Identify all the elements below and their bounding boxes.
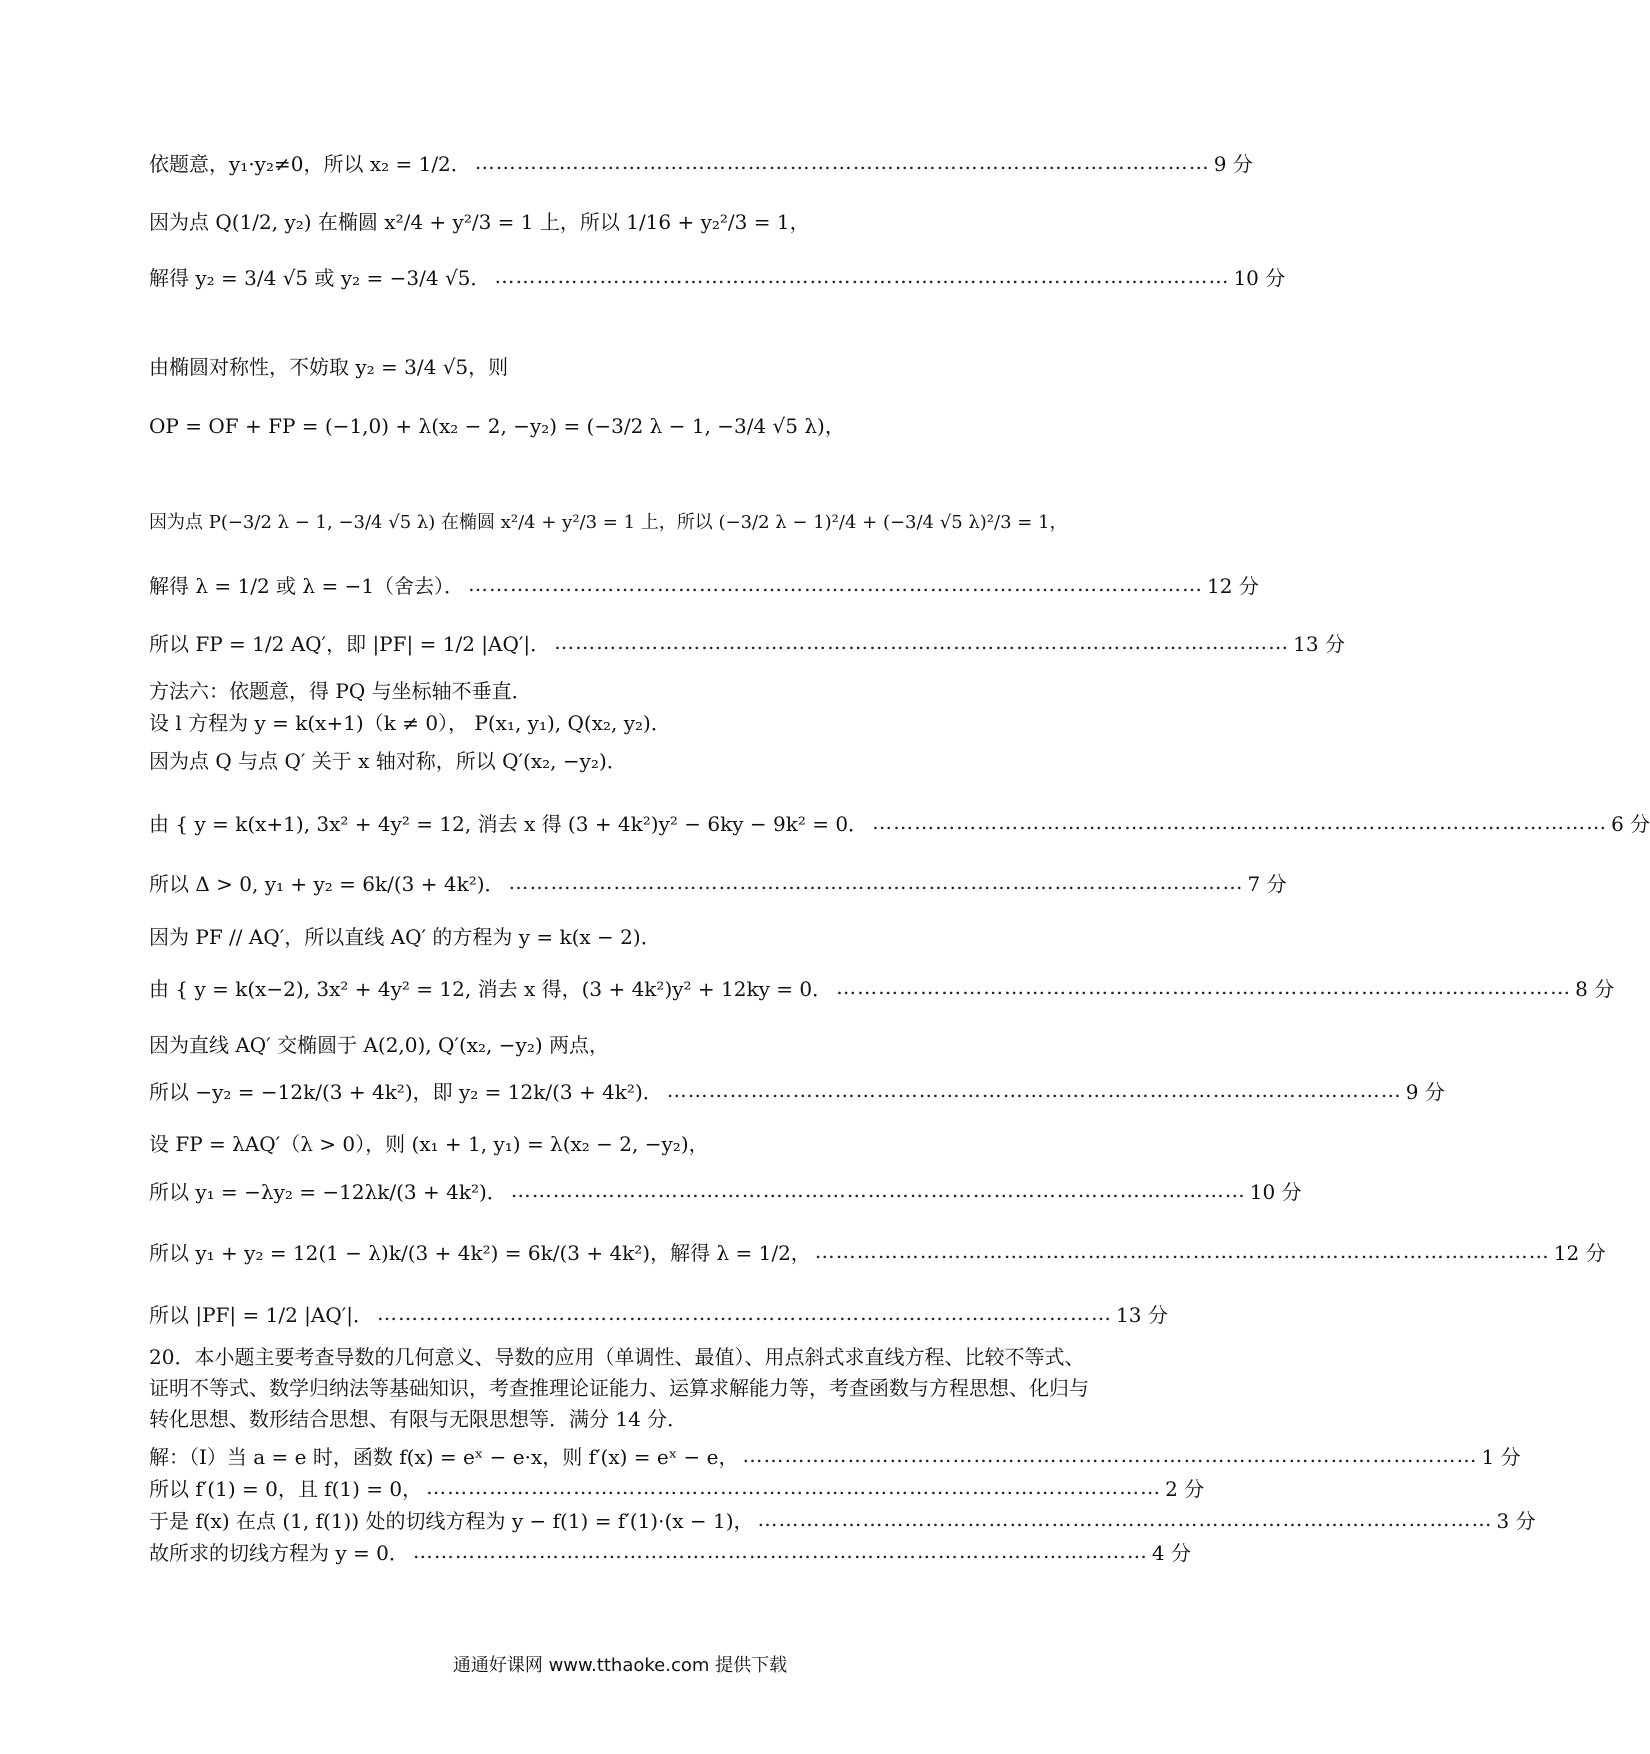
leader-dots: ……………………………………………………………………………………………: [474, 150, 1210, 174]
score-label: 10 分: [1249, 1179, 1302, 1204]
solution-step: [149, 1472, 1205, 1502]
line-text: 由椭圆对称性，不妨取 y₂ = 3/4 √5，则: [149, 354, 509, 379]
leader-dots: ……………………………………………………………………………………………: [757, 1507, 1493, 1531]
leader-dots: ……………………………………………………………………………………………: [872, 810, 1608, 834]
leader-dots: ……………………………………………………………………………………………: [377, 1301, 1113, 1325]
leader-dots: ……………………………………………………………………………………………: [836, 975, 1572, 999]
solution-line: [149, 1229, 1606, 1273]
page-footer: 通通好课网 www.tthaoke.com 提供下载: [452, 1655, 788, 1676]
leader-dots: ……………………………………………………………………………………………: [426, 1475, 1162, 1499]
line-text: 所以 −y₂ = −12k/(3 + 4k²)，即 y₂ = 12k/(3 + 4k²)．: [149, 1079, 663, 1104]
leader-dots: ……………………………………………………………………………………………: [468, 572, 1204, 596]
line-text: 设 FP = λAQ′（λ > 0），则 (x₁ + 1, y₁) = λ(x₂ − 2, −y₂)，: [149, 1131, 709, 1156]
solution-step: [149, 1536, 1191, 1566]
solution-line: [149, 142, 1253, 182]
score-label: 10 分: [1233, 265, 1286, 290]
score-label: 3 分: [1496, 1508, 1536, 1533]
score-label: 9 分: [1405, 1079, 1445, 1104]
solution-line: [149, 495, 1068, 547]
line-text: 解：（Ⅰ）当 a = e 时，函数 f(x) = eˣ − e·x，则 f′(x) = eˣ − e，: [149, 1444, 739, 1469]
solution-line: [149, 705, 999, 737]
score-label: 6 分: [1611, 811, 1650, 836]
solution-line: [149, 965, 1615, 1009]
leader-dots: ……………………………………………………………………………………………: [494, 264, 1230, 288]
problem-20-intro: 20．本小题主要考查导数的几何意义、导数的应用（单调性、最值）、用点斜式求直线方程、比较不等式、证明不等式、数学归纳法等基础知识，考查推理论证能力、运算求解能力等，考查函数与方程思想、化归与转化思想、数形结合思想、有限与无限思想等．满分 14 分．: [149, 1345, 1089, 1431]
line-text: 因为点 Q(1/2, y₂) 在椭圆 x²/4 + y²/3 = 1 上，所以 1/16 + y₂²/3 = 1，: [149, 209, 810, 234]
solution-line: [149, 1168, 1302, 1212]
leader-dots: ……………………………………………………………………………………………: [666, 1078, 1402, 1102]
leader-dots: ……………………………………………………………………………………………: [814, 1239, 1550, 1263]
solution-line: [149, 622, 1345, 662]
line-text: 所以 f′(1) = 0，且 f(1) = 0，: [149, 1476, 423, 1501]
line-text: 因为点 Q 与点 Q′ 关于 x 轴对称，所以 Q′(x₂, −y₂)．: [149, 748, 627, 773]
leader-dots: ……………………………………………………………………………………………: [742, 1443, 1478, 1467]
score-label: 12 分: [1553, 1240, 1606, 1265]
solution-line: [149, 345, 999, 385]
line-text: 所以 FP = 1/2 AQ′，即 |PF| = 1/2 |AQ′|．: [149, 631, 551, 656]
line-text: 所以 y₁ = −λy₂ = −12λk/(3 + 4k²)．: [149, 1179, 507, 1204]
solution-line: [149, 800, 1650, 844]
line-text: 于是 f(x) 在点 (1, f(1)) 处的切线方程为 y − f(1) = f′(1)·(x − 1)，: [149, 1508, 754, 1533]
leader-dots: ……………………………………………………………………………………………: [510, 1178, 1246, 1202]
line-text: OP = OF + FP = (−1,0) + λ(x₂ − 2, −y₂) = (−3/2 λ − 1, −3/4 √5 λ)，: [149, 413, 845, 438]
line-text: 设 l 方程为 y = k(x+1)（k ≠ 0）， P(x₁, y₁), Q(x₂, y₂)．: [149, 710, 671, 735]
leader-dots: ……………………………………………………………………………………………: [412, 1539, 1148, 1563]
line-text: 解得 y₂ = 3/4 √5 或 y₂ = −3/4 √5．: [149, 265, 491, 290]
line-text: 因为直线 AQ′ 交椭圆于 A(2,0), Q′(x₂, −y₂) 两点，: [149, 1032, 610, 1057]
line-text: 依题意，y₁·y₂≠0，所以 x₂ = 1/2．: [149, 151, 471, 176]
solution-step: [149, 1504, 1536, 1534]
score-label: 9 分: [1213, 151, 1253, 176]
solution-line: [149, 400, 999, 448]
score-label: 2 分: [1165, 1476, 1205, 1501]
leader-dots: ……………………………………………………………………………………………: [508, 870, 1244, 894]
solution-line: [149, 256, 1286, 296]
line-text: 方法六：依题意，得 PQ 与坐标轴不垂直．: [149, 678, 532, 703]
line-text: 因为 PF // AQ′，所以直线 AQ′ 的方程为 y = k(x − 2)．: [149, 924, 661, 949]
score-label: 1 分: [1481, 1444, 1521, 1469]
score-label: 8 分: [1575, 976, 1615, 1001]
solution-line: [149, 862, 1287, 902]
line-text: 所以 |PF| = 1/2 |AQ′|．: [149, 1302, 374, 1327]
solution-line: [149, 743, 999, 775]
line-text: 故所求的切线方程为 y = 0．: [149, 1540, 409, 1565]
line-text: 所以 y₁ + y₂ = 12(1 − λ)k/(3 + 4k²) = 6k/(3 + 4k²)，解得 λ = 1/2，: [149, 1240, 811, 1265]
solution-line: [149, 1068, 1445, 1112]
solution-line: [149, 919, 999, 951]
solution-line: [149, 1126, 999, 1158]
score-label: 4 分: [1151, 1540, 1191, 1565]
line-text: 由 { y = k(x+1), 3x² + 4y² = 12, 消去 x 得 (3 + 4k²)y² − 6ky − 9k² = 0．: [149, 811, 869, 836]
solution-line: [149, 673, 999, 705]
line-text: 所以 Δ > 0, y₁ + y₂ = 6k/(3 + 4k²)．: [149, 871, 505, 896]
score-label: 13 分: [1293, 631, 1345, 656]
solution-line: [149, 196, 999, 244]
score-label: 13 分: [1116, 1302, 1168, 1327]
solution-line: [149, 1293, 1168, 1333]
score-label: 12 分: [1207, 573, 1259, 598]
score-label: 7 分: [1247, 871, 1287, 896]
solution-line: [149, 1027, 999, 1059]
line-text: 由 { y = k(x−2), 3x² + 4y² = 12, 消去 x 得，(3 + 4k²)y² + 12ky = 0．: [149, 976, 833, 1001]
leader-dots: ……………………………………………………………………………………………: [554, 630, 1290, 654]
line-text: 因为点 P(−3/2 λ − 1, −3/4 √5 λ) 在椭圆 x²/4 + y²/3 = 1 上，所以 (−3/2 λ − 1)²/4 + (−3/4 √5 λ)²/3 = 1，: [149, 512, 1068, 533]
line-text: 解得 λ = 1/2 或 λ = −1（舍去）．: [149, 573, 465, 598]
solution-step: [149, 1440, 1521, 1470]
solution-line: [149, 564, 1259, 604]
